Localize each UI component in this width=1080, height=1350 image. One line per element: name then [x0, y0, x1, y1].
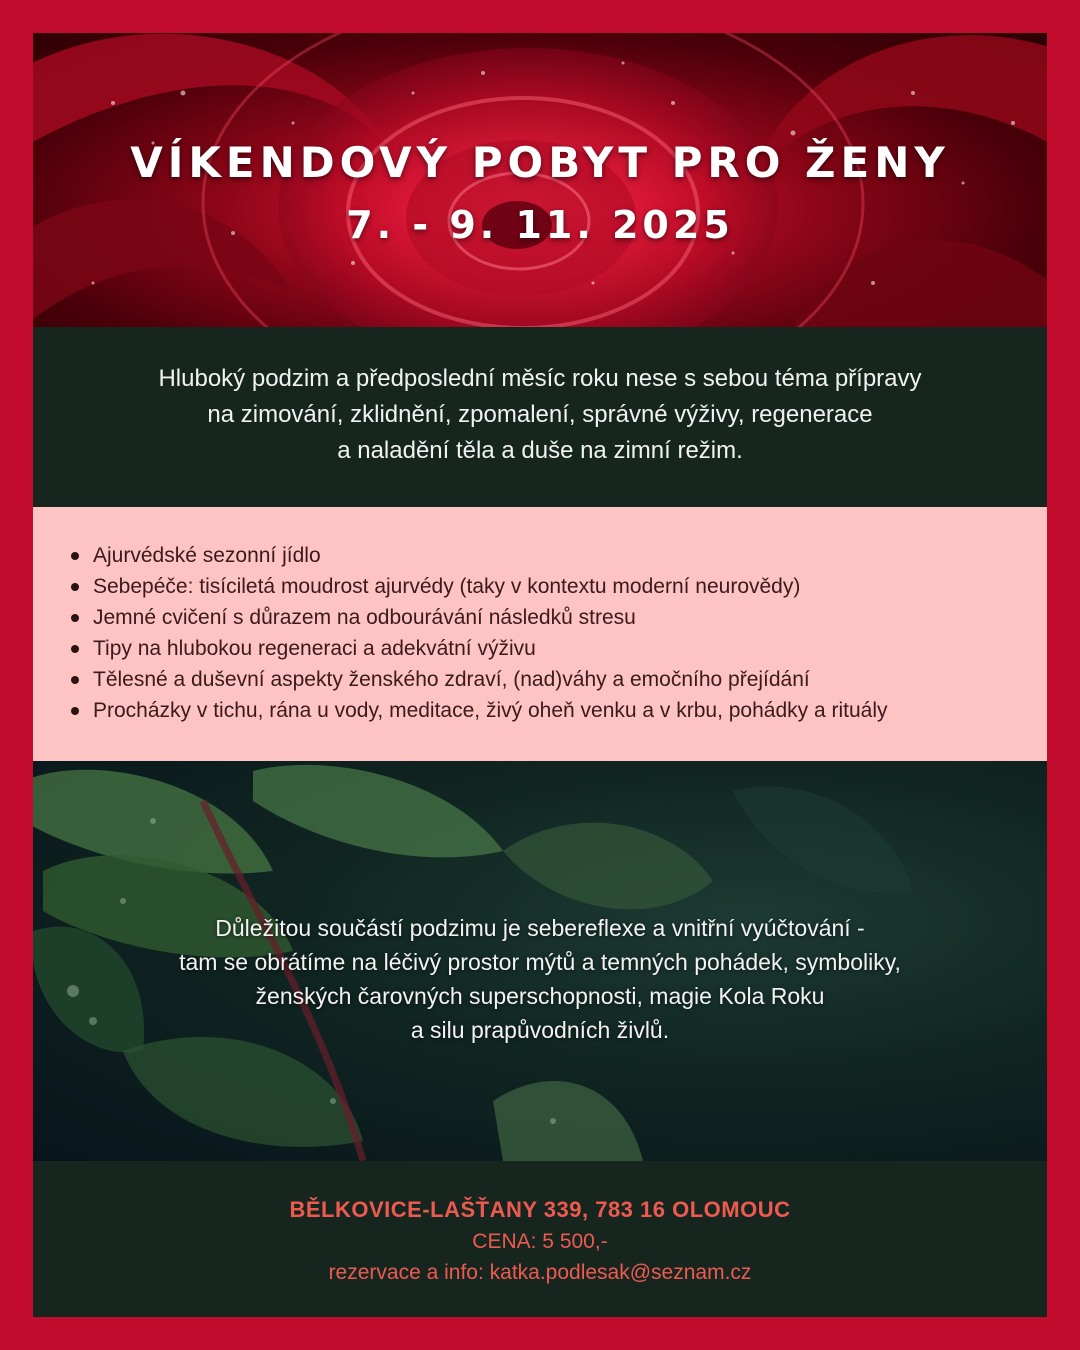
leaves-text — [33, 911, 1047, 1047]
feature-text: Jemné cvičení s důrazem na odbourávání následků stresu — [93, 606, 636, 629]
hero-section — [33, 33, 1047, 327]
feature-item — [71, 695, 888, 726]
price-text: CENA: 5 500,- — [472, 1230, 608, 1253]
footer-section — [33, 1161, 1047, 1317]
intro-section — [33, 327, 1047, 507]
bullet-icon — [71, 614, 79, 622]
feature-text: Tělesné a duševní aspekty ženského zdraví, (nad)váhy a emočního přejídání — [93, 668, 810, 691]
event-date: 7. - 9. 11. 2025 — [346, 203, 734, 247]
leaves-line: ženských čarovných superschopnosti, magie Kola Roku — [255, 983, 825, 1009]
bullet-icon — [71, 583, 79, 591]
leaves-line: a silu prapůvodních živlů. — [410, 1017, 670, 1043]
venue-address: BĚLKOVICE-LAŠŤANY 339, 783 16 OLOMOUC — [289, 1197, 791, 1222]
feature-text: Tipy na hlubokou regeneraci a adekvátní výživu — [93, 637, 536, 660]
intro-line: Hluboký podzim a předposlední měsíc roku nese s sebou téma přípravy — [158, 365, 922, 392]
leaves-section — [33, 761, 1047, 1161]
feature-item — [71, 602, 888, 633]
feature-text: Sebepéče: tisíciletá moudrost ajurvédy (taky v kontextu moderní neurovědy) — [93, 575, 801, 598]
feature-item — [71, 571, 888, 602]
event-title: VÍKENDOVÝ POBYT PRO ŽENY — [130, 138, 950, 187]
bullet-icon — [71, 552, 79, 560]
poster-frame — [33, 33, 1047, 1317]
intro-text — [33, 361, 1047, 469]
intro-line: na zimování, zklidnění, zpomalení, správné výživy, regenerace — [207, 401, 873, 428]
intro-line: a naladění těla a duše na zimní režim. — [337, 437, 743, 464]
features-section — [33, 507, 1047, 761]
feature-item — [71, 540, 888, 571]
feature-list — [71, 540, 888, 726]
feature-text: Procházky v tichu, rána u vody, meditace, živý oheň venku a v krbu, pohádky a rituály — [93, 699, 888, 722]
leaves-line: tam se obrátíme na léčivý prostor mýtů a temných pohádek, symboliky, — [179, 949, 901, 975]
leaves-line: Důležitou součástí podzimu je sebereflexe a vnitřní vyúčtování - — [215, 915, 865, 941]
contact-info[interactable]: rezervace a info: katka.podlesak@seznam.cz — [328, 1261, 752, 1284]
feature-item — [71, 633, 888, 664]
bullet-icon — [71, 707, 79, 715]
feature-item — [71, 664, 888, 695]
bullet-icon — [71, 645, 79, 653]
feature-text: Ajurvédské sezonní jídlo — [93, 544, 321, 567]
bullet-icon — [71, 676, 79, 684]
